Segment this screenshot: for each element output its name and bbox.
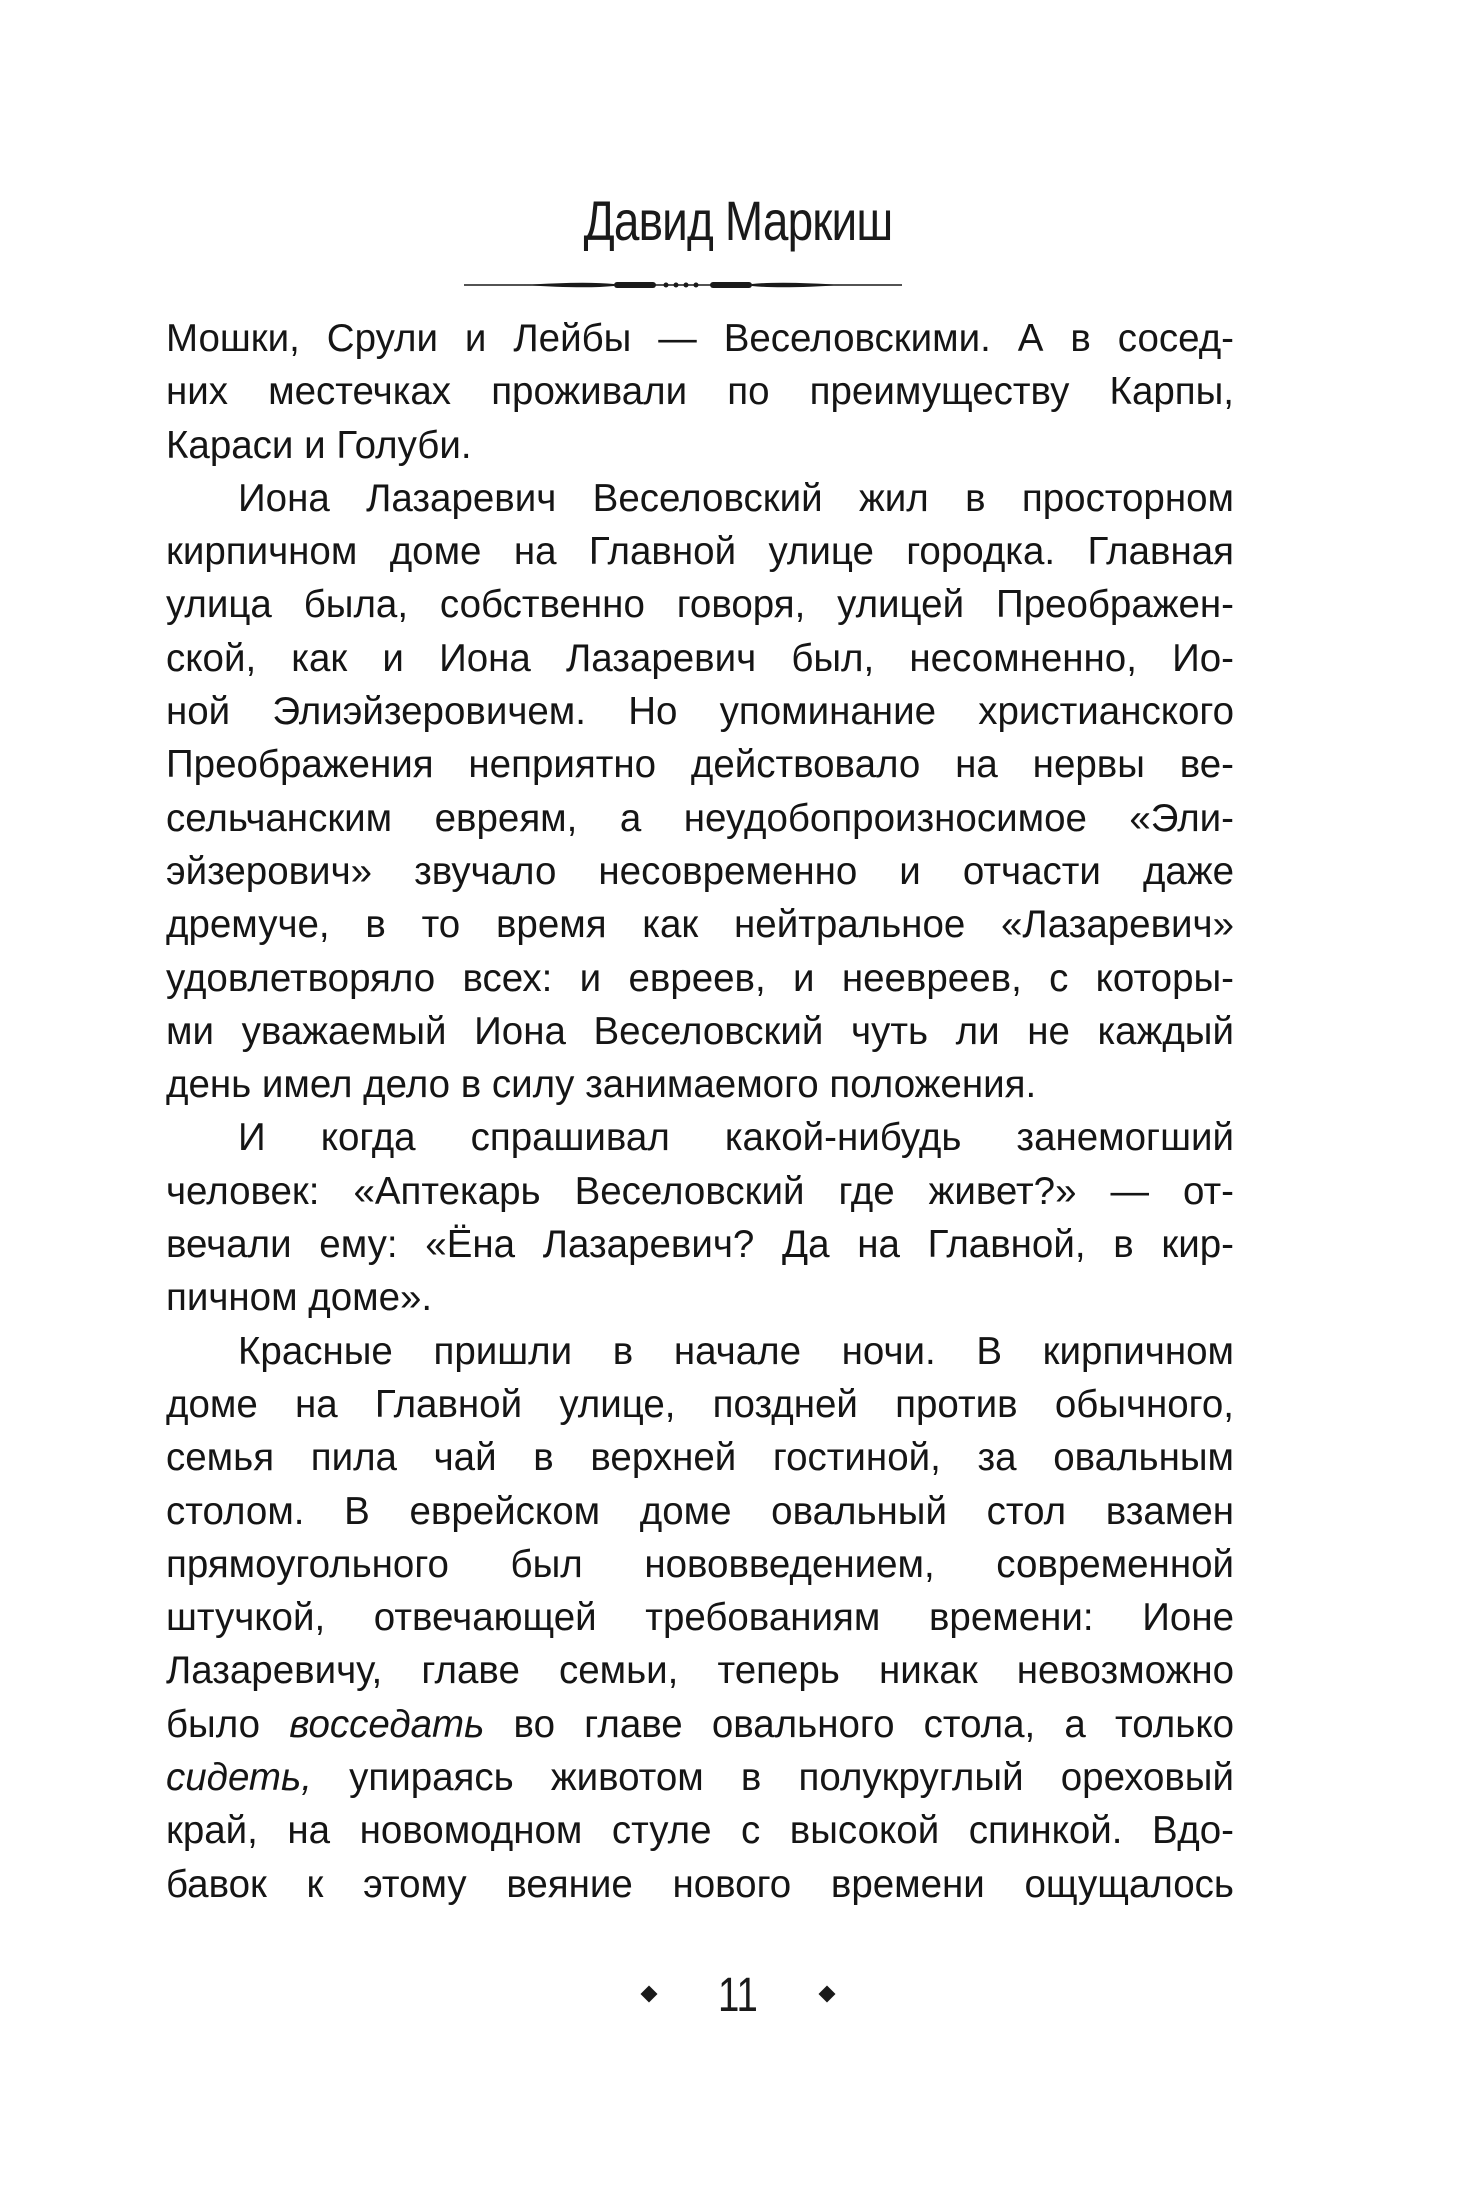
text-line: доме на Главной улице, поздней против обычного, xyxy=(166,1382,1234,1426)
text-line: человек: «Аптекарь Веселовский где живет?» — от- xyxy=(166,1169,1234,1213)
text-line: семья пила чай в верхней гостиной, за овальным xyxy=(166,1436,1234,1480)
text-line: эйзерович» звучало несовременно и отчасти даже xyxy=(166,849,1234,893)
text-line: дремуче, в то время как нейтральное «Лазаревич» xyxy=(166,903,1234,947)
body-text xyxy=(166,312,1234,1911)
text-line: Лазаревичу, главе семьи, теперь никак невозможно xyxy=(166,1649,1234,1693)
emphasized-word: сидеть, xyxy=(166,1756,312,1800)
text-run: было xyxy=(166,1702,290,1746)
text-line: удовлетворяло всех: и евреев, и неевреев, с которы- xyxy=(166,956,1234,1000)
page-number-footer xyxy=(0,1968,1476,2023)
text-line: штучкой, отвечающей требованиям времени: Ионе xyxy=(166,1596,1234,1640)
text-line: них местечках проживали по преимуществу Карпы, xyxy=(166,370,1234,414)
text-line: бавок к этому веяние нового времени ощущалось xyxy=(166,1862,1234,1906)
header-ornament-rule xyxy=(464,275,902,295)
diamond-bullet-icon xyxy=(818,1986,835,2003)
text-line: Преображения неприятно действовало на нервы ве- xyxy=(166,743,1234,787)
page-number: 11 xyxy=(718,1969,758,2022)
text-run: упираясь животом в полукруглый ореховый xyxy=(311,1756,1234,1800)
text-line: прямоугольного был нововведением, современной xyxy=(166,1542,1234,1586)
text-line: Караси и Голуби. xyxy=(166,423,472,467)
text-line: край, на новомодном стуле с высокой спинкой. Вдо- xyxy=(166,1809,1234,1853)
text-line: день имел дело в силу занимаемого положения. xyxy=(166,1063,1037,1107)
diamond-bullet-icon xyxy=(641,1986,658,2003)
text-line: сельчанским евреям, а неудобопроизносимое «Эли- xyxy=(166,796,1234,840)
text-line: пичном доме». xyxy=(166,1276,433,1320)
running-title: Давид Маркиш xyxy=(583,189,893,252)
paragraph-first-line: Красные пришли в начале ночи. В кирпичном xyxy=(238,1329,1234,1373)
paragraph-first-line: Иона Лазаревич Веселовский жил в просторном xyxy=(238,476,1234,520)
text-line: вечали ему: «Ёна Лазаревич? Да на Главной, в кир- xyxy=(166,1223,1234,1267)
text-line: улица была, собственно говоря, улицей Преображен- xyxy=(166,583,1234,627)
text-line: ми уважаемый Иона Веселовский чуть ли не каждый xyxy=(166,1009,1234,1053)
text-line: кирпичном доме на Главной улице городка. Главная xyxy=(166,530,1234,574)
text-line: ской, как и Иона Лазаревич был, несомненно, Ио- xyxy=(166,636,1234,680)
paragraph-first-line: И когда спрашивал какой-нибудь занемогший xyxy=(238,1116,1234,1160)
emphasized-word: восседать xyxy=(289,1702,485,1746)
text-line: Мошки, Срули и Лейбы — Веселовскими. А в сосед- xyxy=(166,317,1234,360)
text-line: столом. В еврейском доме овальный стол взамен xyxy=(166,1489,1234,1533)
text-line: ной Элиэйзеровичем. Но упоминание христианского xyxy=(166,690,1234,734)
text-line-with-emphasis xyxy=(166,1698,1234,1751)
text-line-with-emphasis xyxy=(166,1751,1234,1804)
text-run: во главе овального стола, а только xyxy=(484,1702,1235,1746)
